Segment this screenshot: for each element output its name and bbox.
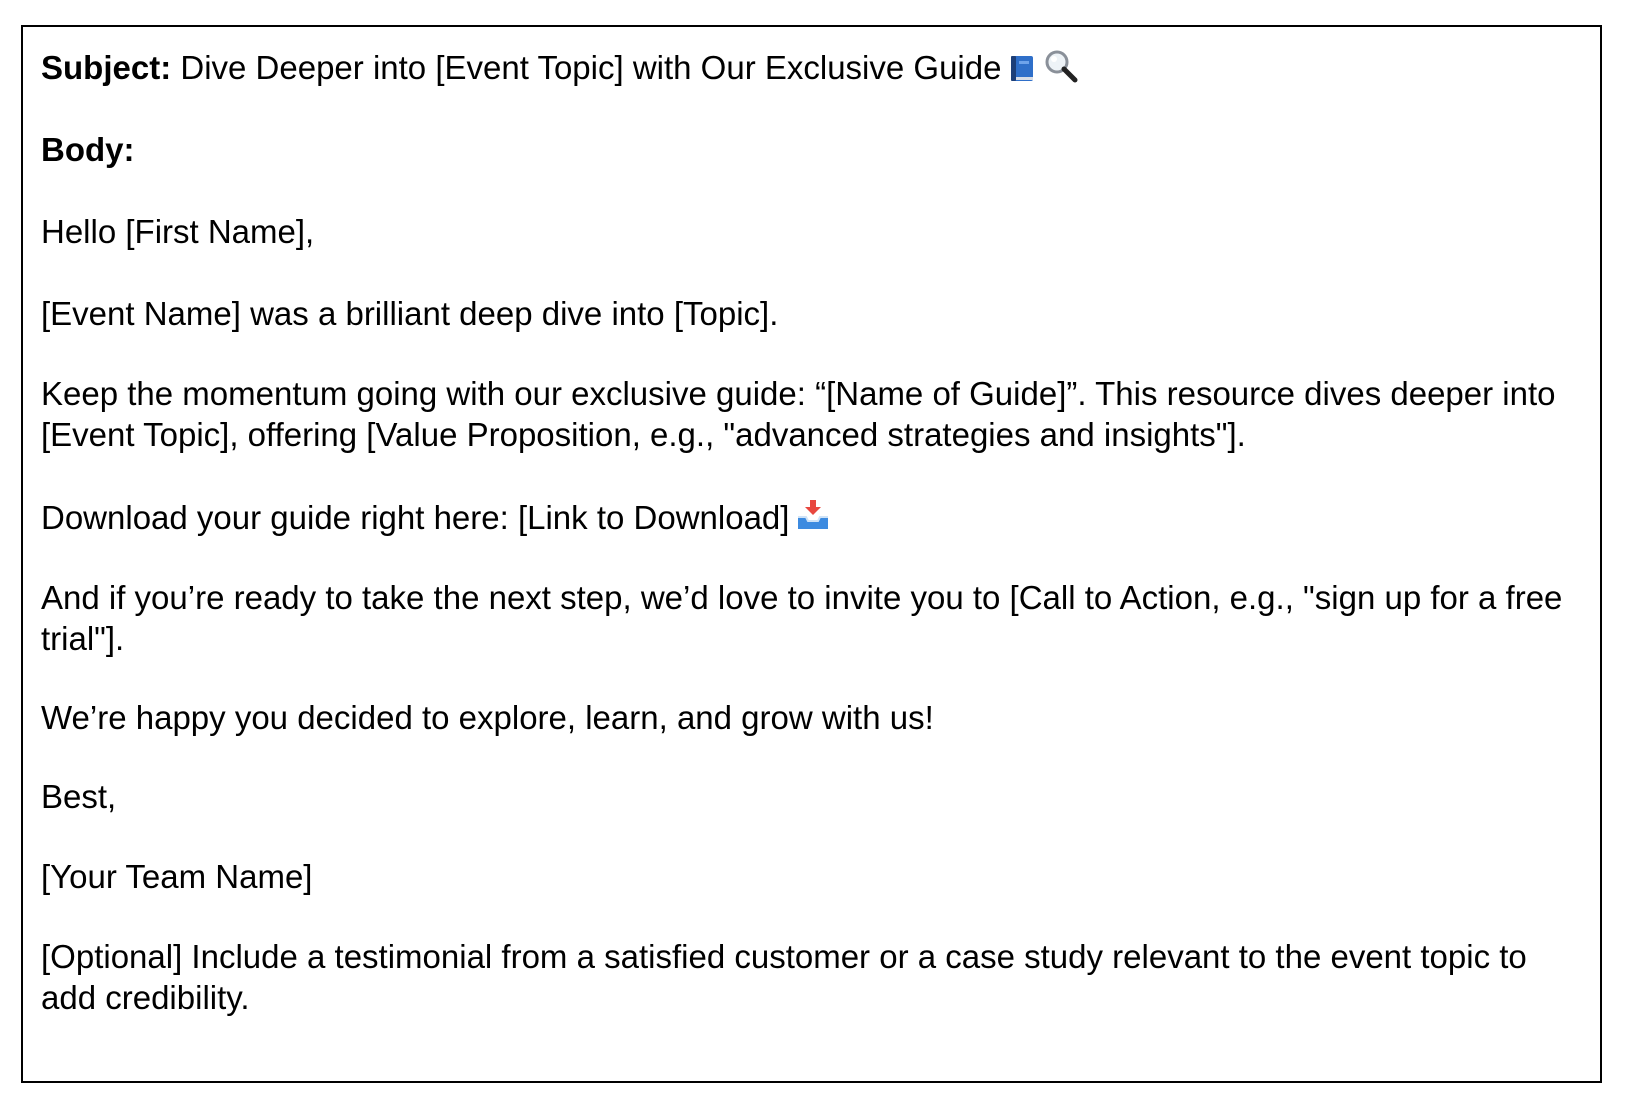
blue-book-icon (1007, 53, 1037, 83)
call-to-action-paragraph: And if you’re ready to take the next step, we’d love to invite you to [Call to Action, e.g., "sign up for a free trial"]. (41, 579, 1563, 657)
body-label: Body: (41, 131, 135, 168)
team-name: [Your Team Name] (41, 858, 313, 895)
magnifying-glass-icon (1043, 49, 1079, 83)
inbox-tray-icon (795, 499, 831, 533)
subject-text: Dive Deeper into [Event Topic] with Our Exclusive Guide (180, 49, 1002, 86)
signoff: Best, (41, 778, 117, 815)
event-line: [Event Name] was a brilliant deep dive into [Topic]. (41, 295, 779, 332)
download-text: Download your guide right here: [Link to Download] (41, 499, 790, 536)
email-template-document (21, 25, 1602, 1083)
subject-label: Subject: (41, 49, 172, 86)
subject-line (41, 47, 1584, 88)
optional-note: [Optional] Include a testimonial from a satisfied customer or a case study relevant to the event topic to add credibility. (41, 938, 1527, 1016)
closing-line: We’re happy you decided to explore, learn, and grow with us! (41, 699, 934, 736)
guide-paragraph: Keep the momentum going with our exclusive guide: “[Name of Guide]”. This resource dives deeper into [Event Topic], offering [Value Proposition, e.g., "advanced strategies and insights"]. (41, 375, 1556, 453)
download-line (41, 497, 1584, 538)
greeting: Hello [First Name], (41, 213, 315, 250)
